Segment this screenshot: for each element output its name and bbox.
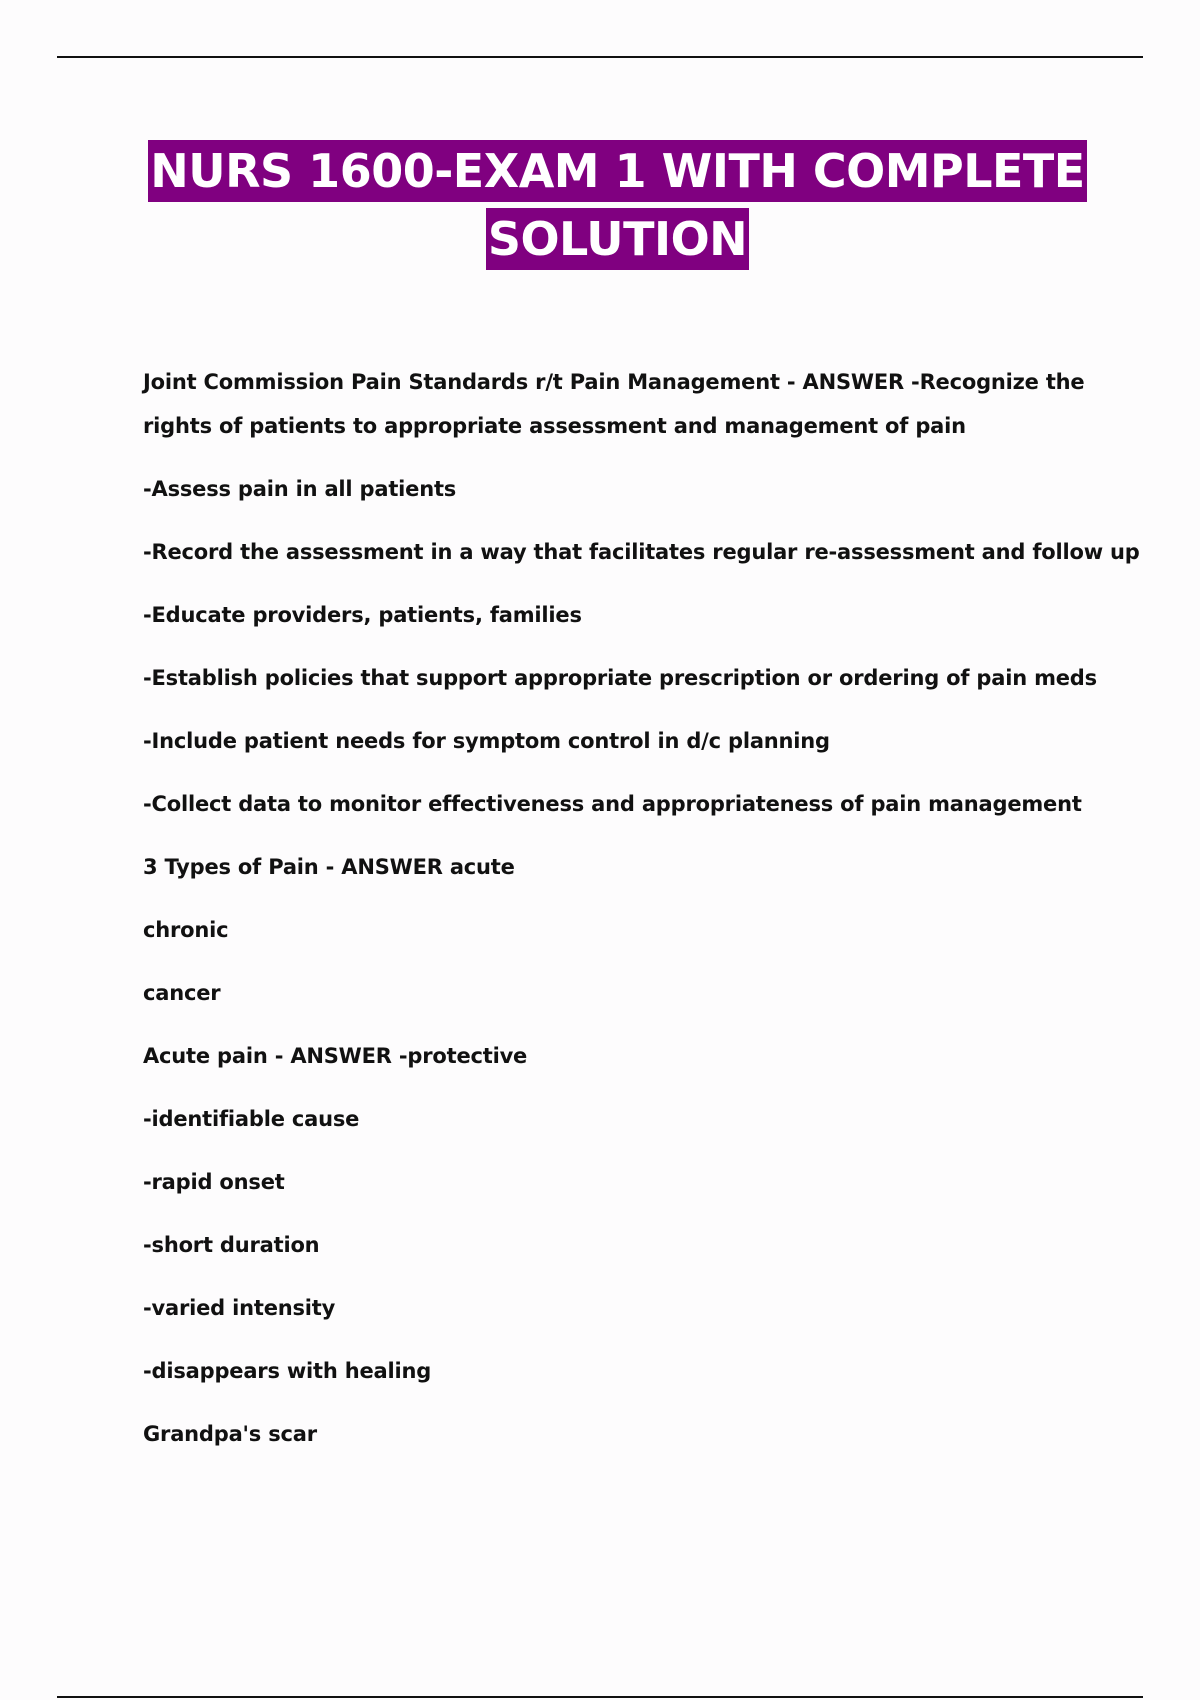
paragraph: -Establish policies that support appropriate prescription or ordering of pain meds bbox=[143, 666, 1097, 690]
paragraph: -Collect data to monitor effectiveness and appropriateness of pain management bbox=[143, 792, 1082, 816]
paragraph: -Include patient needs for symptom control in d/c planning bbox=[143, 729, 830, 753]
paragraph-types-of-pain: 3 Types of Pain - ANSWER acute bbox=[143, 855, 515, 879]
paragraph-acute-pain: Acute pain - ANSWER -protective bbox=[143, 1044, 528, 1068]
paragraph: -varied intensity bbox=[143, 1296, 336, 1320]
bottom-divider bbox=[57, 1696, 1143, 1698]
paragraph: -rapid onset bbox=[143, 1170, 285, 1194]
document-title bbox=[130, 140, 1105, 270]
paragraph: -short duration bbox=[143, 1233, 320, 1257]
title-line-1: NURS 1600-EXAM 1 WITH COMPLETE bbox=[148, 140, 1086, 202]
paragraph: chronic bbox=[143, 918, 229, 942]
paragraph-joint-commission: Joint Commission Pain Standards r/t Pain Management - ANSWER -Recognize the rights of patients to appropriate assessment and management of pain bbox=[143, 370, 1085, 438]
paragraph: cancer bbox=[143, 981, 221, 1005]
top-divider bbox=[57, 56, 1143, 58]
paragraph: -disappears with healing bbox=[143, 1359, 432, 1383]
document-body bbox=[143, 360, 1140, 1475]
paragraph: Grandpa's scar bbox=[143, 1422, 317, 1446]
paragraph: -identifiable cause bbox=[143, 1107, 360, 1131]
title-line-2: SOLUTION bbox=[486, 208, 749, 270]
paragraph: -Record the assessment in a way that facilitates regular re-assessment and follow up bbox=[143, 540, 1140, 564]
paragraph: -Educate providers, patients, families bbox=[143, 603, 582, 627]
paragraph: -Assess pain in all patients bbox=[143, 477, 457, 501]
